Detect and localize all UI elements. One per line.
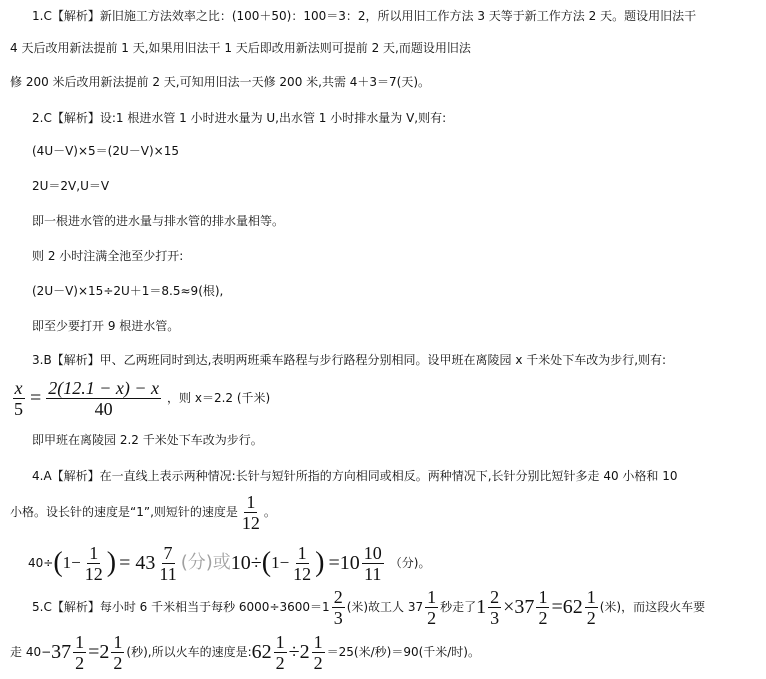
q5-frac-4-den: 2 — [538, 607, 548, 628]
q2-line-4: 即一根进水管的进水量与排水管的排水量相等。 — [32, 214, 285, 228]
q5-l2-frac-2-num: 1 — [113, 631, 123, 652]
q5-frac-2-num: 1 — [427, 586, 437, 607]
q4-frac-2-num: 7 — [163, 542, 173, 563]
q2-line-3: 2U＝2V,U＝V — [32, 179, 110, 193]
q3-line-1: 3.B【解析】甲、乙两班同时到达,表明两班乘车路程与步行路程分别相同。设甲班在离陵园 x 千米处下车改为步行,则有: — [32, 353, 667, 367]
q2-line-5: 则 2 小时注满全池至少打开: — [32, 249, 184, 263]
q4-line-2-text: 小格。设长针的速度是“1”,则短针的速度是 — [10, 505, 238, 519]
q4-f-eq-2: =10 — [328, 552, 360, 574]
q5-times: ×37 — [503, 596, 535, 618]
q3-rhs-num: 2(12.1 − x) − x — [48, 377, 160, 398]
q5-frac-1 — [332, 587, 345, 628]
q4-f-end: （分)。 — [389, 556, 431, 570]
q4-frac-4-den: 11 — [364, 563, 382, 584]
q5-l1-a: 5.C【解析】每小时 6 千米相当于每秒 6000÷3600＝1 — [32, 600, 330, 614]
q4-f-gray: (分)或 — [180, 552, 231, 573]
q3-line-3: 即甲班在离陵园 2.2 千米处下车改为步行。 — [32, 433, 263, 447]
q4-frac-1 — [83, 543, 105, 584]
q5-frac-3 — [488, 587, 501, 628]
q4-frac-1-num: 1 — [89, 542, 99, 563]
q5-frac-3-den: 3 — [490, 607, 500, 628]
q4-frac-4-num: 10 — [363, 542, 382, 563]
q5-l2-c: ＝25(米/秒)＝90(千米/时)。 — [326, 645, 480, 659]
q5-frac-4-num: 1 — [538, 586, 548, 607]
q4-frac-2-den: 11 — [159, 563, 177, 584]
q5-frac-2-den: 2 — [427, 607, 437, 628]
q4-frac-4 — [362, 543, 384, 584]
q5-eq-62: =62 — [551, 596, 583, 618]
q5-l2-frac-1 — [73, 632, 86, 673]
q4-f-rparen-2: ) — [315, 547, 325, 578]
q1-line-3: 修 200 米后改用新法提前 2 天,可知用旧法一天修 200 米,共需 4＋3＝7(天)。 — [10, 75, 431, 89]
q3-rhs-den: 40 — [94, 398, 113, 419]
q5-l1-c: 秒走了 — [440, 600, 477, 614]
q2-line-1: 2.C【解析】设:1 根进水管 1 小时进水量为 U,出水管 1 小时排水量为 V,则有: — [32, 111, 447, 125]
q5-l1-b: (米)故工人 37 — [346, 600, 424, 614]
q3-eq-tail: ，则 x＝2.2 (千米) — [167, 391, 271, 405]
q3-lhs-num: x — [14, 377, 23, 398]
q5-l2-frac-1-den: 2 — [75, 652, 85, 673]
q4-frac-2 — [157, 543, 178, 584]
q5-frac-3-num: 2 — [490, 586, 500, 607]
q4-speed-den: 12 — [241, 512, 260, 533]
q5-l2-frac-3 — [274, 632, 287, 673]
q5-frac-4 — [536, 587, 549, 628]
q5-whole-3: 1 — [476, 596, 487, 618]
q5-l2-frac-4-num: 1 — [313, 631, 323, 652]
q5-l2-frac-1-num: 1 — [75, 631, 85, 652]
q3-rhs-fraction — [46, 378, 161, 419]
q5-l2-whole-62: 62 — [251, 641, 272, 663]
q5-frac-2 — [425, 587, 438, 628]
q3-equals: = — [30, 387, 42, 409]
q5-l1-d: (米)，而这段火车要 — [599, 600, 706, 614]
q5-frac-5-den: 2 — [586, 607, 596, 628]
q5-l2-frac-4-den: 2 — [313, 652, 323, 673]
q4-speed-fraction — [240, 492, 262, 533]
q5-l2-div: ÷2 — [288, 641, 310, 663]
q5-l2-whole-1: 37 — [51, 641, 72, 663]
q4-f-one-2: 1− — [271, 553, 290, 572]
q5-l2-eq-2: =2 — [88, 641, 110, 663]
q4-frac-3-num: 1 — [297, 542, 307, 563]
q5-line-1 — [32, 585, 705, 629]
q5-l2-frac-2-den: 2 — [113, 652, 123, 673]
q4-frac-3-den: 12 — [293, 563, 312, 584]
q4-f-rparen-1: ) — [106, 547, 117, 578]
q3-equation — [10, 378, 270, 418]
q5-frac-5 — [585, 587, 598, 628]
q1-line-2: 4 天后改用新法提前 1 天,如果用旧法干 1 天后即改用新法则可提前 2 天,而题设用旧法 — [10, 41, 471, 55]
q2-line-2: (4U－V)×5＝(2U－V)×15 — [32, 144, 179, 158]
q2-line-6: (2U－V)×15÷2U＋1＝8.5≈9(根), — [32, 284, 224, 298]
q4-line-2 — [10, 492, 276, 532]
q4-f-a: 40÷ — [28, 556, 54, 570]
q4-formula — [28, 541, 430, 585]
q4-line-1: 4.A【解析】在一直线上表示两种情况:长针与短针所指的方向相同或相反。两种情况下,长针分别比短针多走 40 小格和 10 — [32, 469, 678, 483]
q5-line-2 — [10, 630, 480, 674]
q4-f-b: 10÷ — [230, 552, 262, 574]
q5-l2-frac-3-den: 2 — [275, 652, 285, 673]
q1-line-1: 1.C【解析】新旧施工方法效率之比：(100＋50)：100＝3：2，所以用旧工作方法 3 天等于新工作方法 2 天。题设用旧法干 — [32, 9, 697, 23]
q5-l2-a: 走 40− — [10, 645, 52, 659]
q5-l2-frac-2 — [111, 632, 124, 673]
q4-speed-num: 1 — [246, 491, 256, 512]
q5-l2-b: (秒),所以火车的速度是: — [126, 645, 252, 659]
q3-lhs-den: 5 — [14, 398, 23, 419]
q4-f-one-1: 1− — [62, 553, 81, 572]
q4-line-2-end: 。 — [263, 505, 276, 519]
q5-l2-frac-3-num: 1 — [275, 631, 285, 652]
q5-frac-1-den: 3 — [333, 607, 343, 628]
q5-l2-frac-4 — [312, 632, 325, 673]
q5-frac-5-num: 1 — [586, 586, 596, 607]
q5-frac-1-num: 2 — [333, 586, 343, 607]
q4-frac-1-den: 12 — [84, 563, 103, 584]
q4-frac-3 — [291, 543, 313, 584]
q4-f-eq-1: = 43 — [119, 552, 156, 574]
q2-line-7: 即至少要打开 9 根进水管。 — [32, 319, 180, 333]
q4-f-lparen-2: ( — [261, 547, 272, 578]
q4-f-lparen-1: ( — [53, 547, 63, 578]
q3-lhs-fraction — [12, 378, 25, 419]
